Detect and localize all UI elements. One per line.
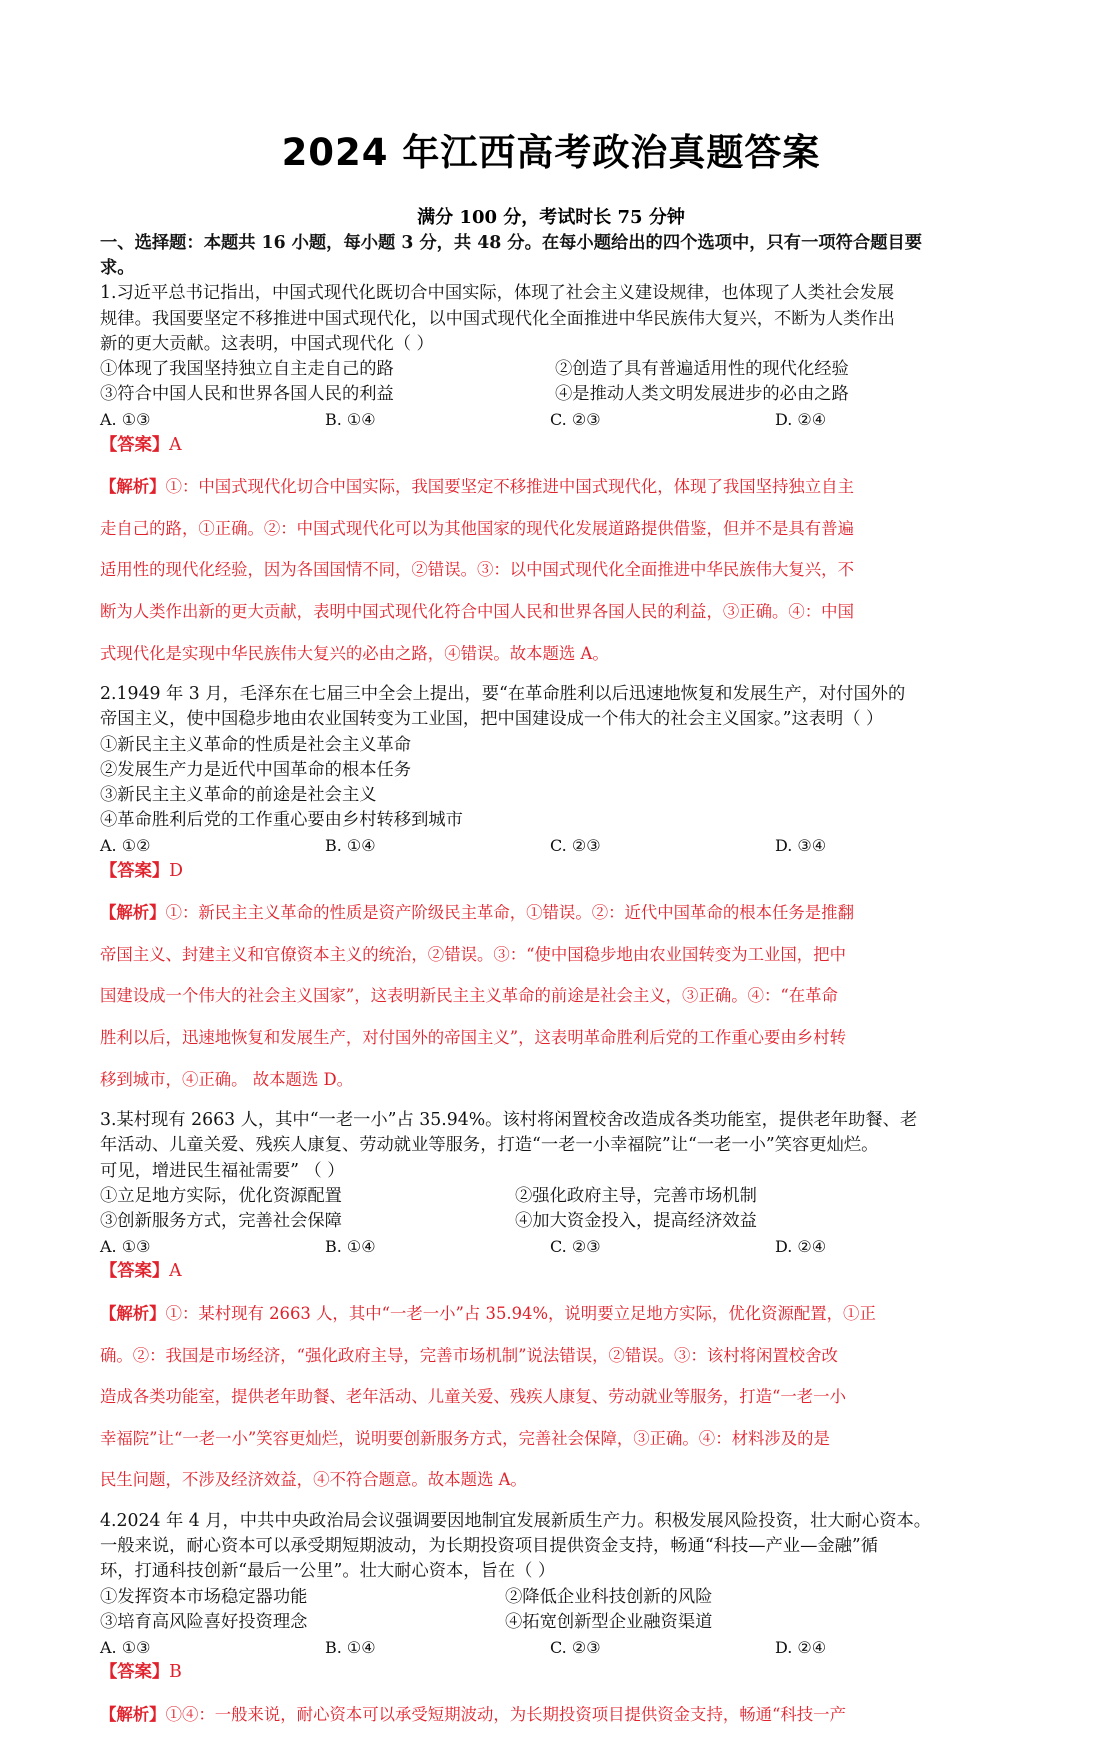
- analysis-line: [100, 1702, 1005, 1727]
- analysis-text: 移到城市，④正确。 故本题选 D。: [100, 1069, 354, 1089]
- analysis-text: 确。②：我国是市场经济，“强化政府主导，完善市场机制”说法错误，②错误。③：该村将闲置校舍改: [100, 1345, 838, 1365]
- option-row: [100, 1610, 1005, 1635]
- analysis-text: 式现代化是实现中华民族伟大复兴的必由之路，④错误。故本题选 A。: [100, 643, 609, 663]
- choice-d: D. ②④: [775, 1237, 827, 1257]
- analysis-line: [100, 1301, 1005, 1326]
- analysis-text: ①：新民主主义革命的性质是资产阶级民主革命，①错误。②：近代中国革命的根本任务是推翻: [165, 903, 854, 923]
- option-item: ④加大资金投入，提高经济效益: [515, 1210, 757, 1231]
- choice-c: C. ②③: [550, 410, 601, 430]
- option-item: ②发展生产力是近代中国革命的根本任务: [100, 759, 412, 780]
- option-item: ①立足地方实际，优化资源配置: [100, 1185, 342, 1206]
- analysis-text: 帝国主义、封建主义和官僚资本主义的统治，②错误。③：“使中国稳步地由农业国转变为工业国，把中: [100, 944, 846, 964]
- section-intro: 一、选择题：本题共 16 小题，每小题 3 分，共 48 分。在每小题给出的四个选项中，只有一项符合题目要: [100, 233, 923, 253]
- option-item: ①新民主主义革命的性质是社会主义革命: [100, 734, 412, 755]
- analysis-tag: 【解析】: [100, 1704, 166, 1724]
- answer-line: [100, 859, 1005, 884]
- question-1: [100, 281, 1005, 665]
- analysis-text: ①④：一般来说，耐心资本可以承受短期波动，为长期投资项目提供资金支持，畅通“科技一产: [165, 1704, 846, 1724]
- choice-b: B. ①④: [325, 410, 376, 430]
- analysis-text: 断为人类作出新的更大贡献，表明中国式现代化符合中国人民和世界各国人民的利益，③正确。④：中国: [100, 602, 854, 621]
- option-item: ②强化政府主导，完善市场机制: [515, 1185, 757, 1206]
- question-stem: 可见，增进民生福祉需要” （ ）: [100, 1160, 345, 1181]
- choice-row: [100, 407, 1005, 432]
- choice-a: A. ①②: [100, 836, 151, 856]
- question-stem: 3.某村现有 2663 人，其中“一老一小”占 35.94%。该村将闲置校舍改造成各类功能室，提供老年助餐、老: [100, 1110, 918, 1131]
- document-title: 2024 年江西高考政治真题答案: [281, 131, 821, 174]
- choice-a: A. ①③: [100, 410, 151, 430]
- question-stem: 新的更大贡献。这表明，中国式现代化（ ）: [100, 333, 434, 354]
- option-item: ③创新服务方式，完善社会保障: [100, 1210, 342, 1231]
- answer-tag: 【答案】: [100, 1662, 170, 1683]
- analysis-tag: 【解析】: [100, 1303, 166, 1323]
- option-row: [100, 1184, 1005, 1209]
- question-stem: 1.习近平总书记指出，中国式现代化既切合中国实际，体现了社会主义建设规律，也体现了人类社会发展: [100, 283, 895, 304]
- question-stem: 环，打通科技创新“最后一公里”。壮大耐心资本，旨在（ ）: [100, 1561, 556, 1582]
- choice-c: C. ②③: [550, 1637, 601, 1657]
- option-item: ④是推动人类文明发展进步的必由之路: [555, 384, 849, 405]
- answer-line: [100, 433, 1005, 458]
- question-stem: 年活动、儿童关爱、残疾人康复、劳动就业等服务，打造“一老一小幸福院”让“一老一小”笑容更灿烂。: [100, 1135, 879, 1156]
- choice-c: C. ②③: [550, 836, 601, 856]
- section-intro: 求。: [100, 258, 135, 279]
- exam-info: 满分 100 分，考试时长 75 分钟: [417, 207, 685, 228]
- option-item: ②创造了具有普遍适用性的现代化经验: [555, 359, 849, 380]
- answer-value: B: [169, 1662, 182, 1683]
- option-item: ③新民主主义革命的前途是社会主义: [100, 785, 377, 805]
- document-body: [100, 231, 1005, 1743]
- analysis-tag: 【解析】: [100, 477, 166, 497]
- analysis-text: 幸福院”让“一老一小”笑容更灿烂，说明要创新服务方式，完善社会保障，③正确。④：材料涉及的是: [100, 1428, 830, 1448]
- analysis-text: 适用性的现代化经验，因为各国国情不同，②错误。③：以中国式现代化全面推进中华民族伟大复兴，不: [100, 560, 854, 580]
- choice-d: D. ②④: [775, 410, 827, 430]
- answer-value: A: [169, 434, 182, 455]
- analysis-line: [100, 474, 1005, 499]
- analysis-text: 民生问题，不涉及经济效益，④不符合题意。故本题选 A。: [100, 1470, 527, 1490]
- option-item: ②降低企业科技创新的风险: [505, 1586, 713, 1607]
- option-item: ③符合中国人民和世界各国人民的利益: [100, 384, 394, 405]
- choice-row: [100, 1635, 1005, 1660]
- option-row: [100, 382, 1005, 407]
- choice-b: B. ①④: [325, 836, 376, 856]
- question-4: [100, 1509, 1005, 1727]
- analysis-text: 走自己的路，①正确。②：中国式现代化可以为其他国家的现代化发展道路提供借鉴，但并不是具有普遍: [100, 518, 854, 538]
- answer-tag: 【答案】: [100, 860, 170, 881]
- option-item: ①体现了我国坚持独立自主走自己的路: [100, 359, 394, 380]
- answer-line: [100, 1660, 1005, 1685]
- analysis-text: 胜利以后，迅速地恢复和发展生产，对付国外的帝国主义”，这表明革命胜利后党的工作重心要由乡村转: [100, 1027, 846, 1047]
- choice-a: A. ①③: [100, 1237, 151, 1257]
- choice-c: C. ②③: [550, 1237, 601, 1257]
- question-stem: 2.1949 年 3 月，毛泽东在七届三中全会上提出，要“在革命胜利以后迅速地恢复和发展生产，对付国外的: [100, 684, 906, 705]
- choice-row: [100, 833, 1005, 858]
- question-stem: 规律。我国要坚定不移推进中国式现代化，以中国式现代化全面推进中华民族伟大复兴，不断为人类作出: [100, 308, 895, 329]
- choice-b: B. ①④: [325, 1637, 376, 1657]
- analysis-text: 国建设成一个伟大的社会主义国家”，这表明新民主主义革命的前途是社会主义，③正确。④：“在革命: [100, 986, 838, 1006]
- answer-line: [100, 1259, 1005, 1284]
- option-item: ③培育高风险喜好投资理念: [100, 1611, 308, 1632]
- option-item: ④拓宽创新型企业融资渠道: [505, 1611, 713, 1632]
- question-2: [100, 682, 1005, 1092]
- question-stem: 一般来说，耐心资本可以承受期短期波动，为长期投资项目提供资金支持，畅通“科技—产业—金融”循: [100, 1536, 879, 1557]
- choice-a: A. ①③: [100, 1637, 151, 1657]
- choice-b: B. ①④: [325, 1237, 376, 1257]
- analysis-text: ①：某村现有 2663 人，其中“一老一小”占 35.94%，说明要立足地方实际，优化资源配置，①正: [165, 1303, 876, 1323]
- question-stem: 4.2024 年 4 月，中共中央政治局会议强调要因地制宜发展新质生产力。积极发展风险投资，壮大耐心资本。: [100, 1510, 932, 1531]
- analysis-tag: 【解析】: [100, 903, 166, 923]
- question-stem: 帝国主义，使中国稳步地由农业国转变为工业国，把中国建设成一个伟大的社会主义国家。”这表明（ ）: [100, 709, 884, 730]
- analysis-text: 造成各类功能室，提供老年助餐、老年活动、儿童关爱、残疾人康复、劳动就业等服务，打造“一老一小: [100, 1387, 846, 1407]
- option-row: [100, 1209, 1005, 1234]
- option-item: ④革命胜利后党的工作重心要由乡村转移到城市: [100, 810, 463, 831]
- choice-d: D. ②④: [775, 1637, 827, 1657]
- option-item: ①发挥资本市场稳定器功能: [100, 1586, 308, 1607]
- analysis-line: [100, 900, 1005, 925]
- option-row: [100, 357, 1005, 382]
- answer-value: D: [169, 860, 183, 881]
- answer-tag: 【答案】: [100, 434, 170, 455]
- answer-tag: 【答案】: [100, 1261, 170, 1282]
- answer-value: A: [169, 1261, 182, 1282]
- option-row: [100, 1585, 1005, 1610]
- question-3: [100, 1108, 1005, 1492]
- analysis-text: ①：中国式现代化切合中国实际，我国要坚定不移推进中国式现代化，体现了我国坚持独立自主: [165, 477, 854, 497]
- choice-d: D. ③④: [775, 836, 827, 856]
- choice-row: [100, 1234, 1005, 1259]
